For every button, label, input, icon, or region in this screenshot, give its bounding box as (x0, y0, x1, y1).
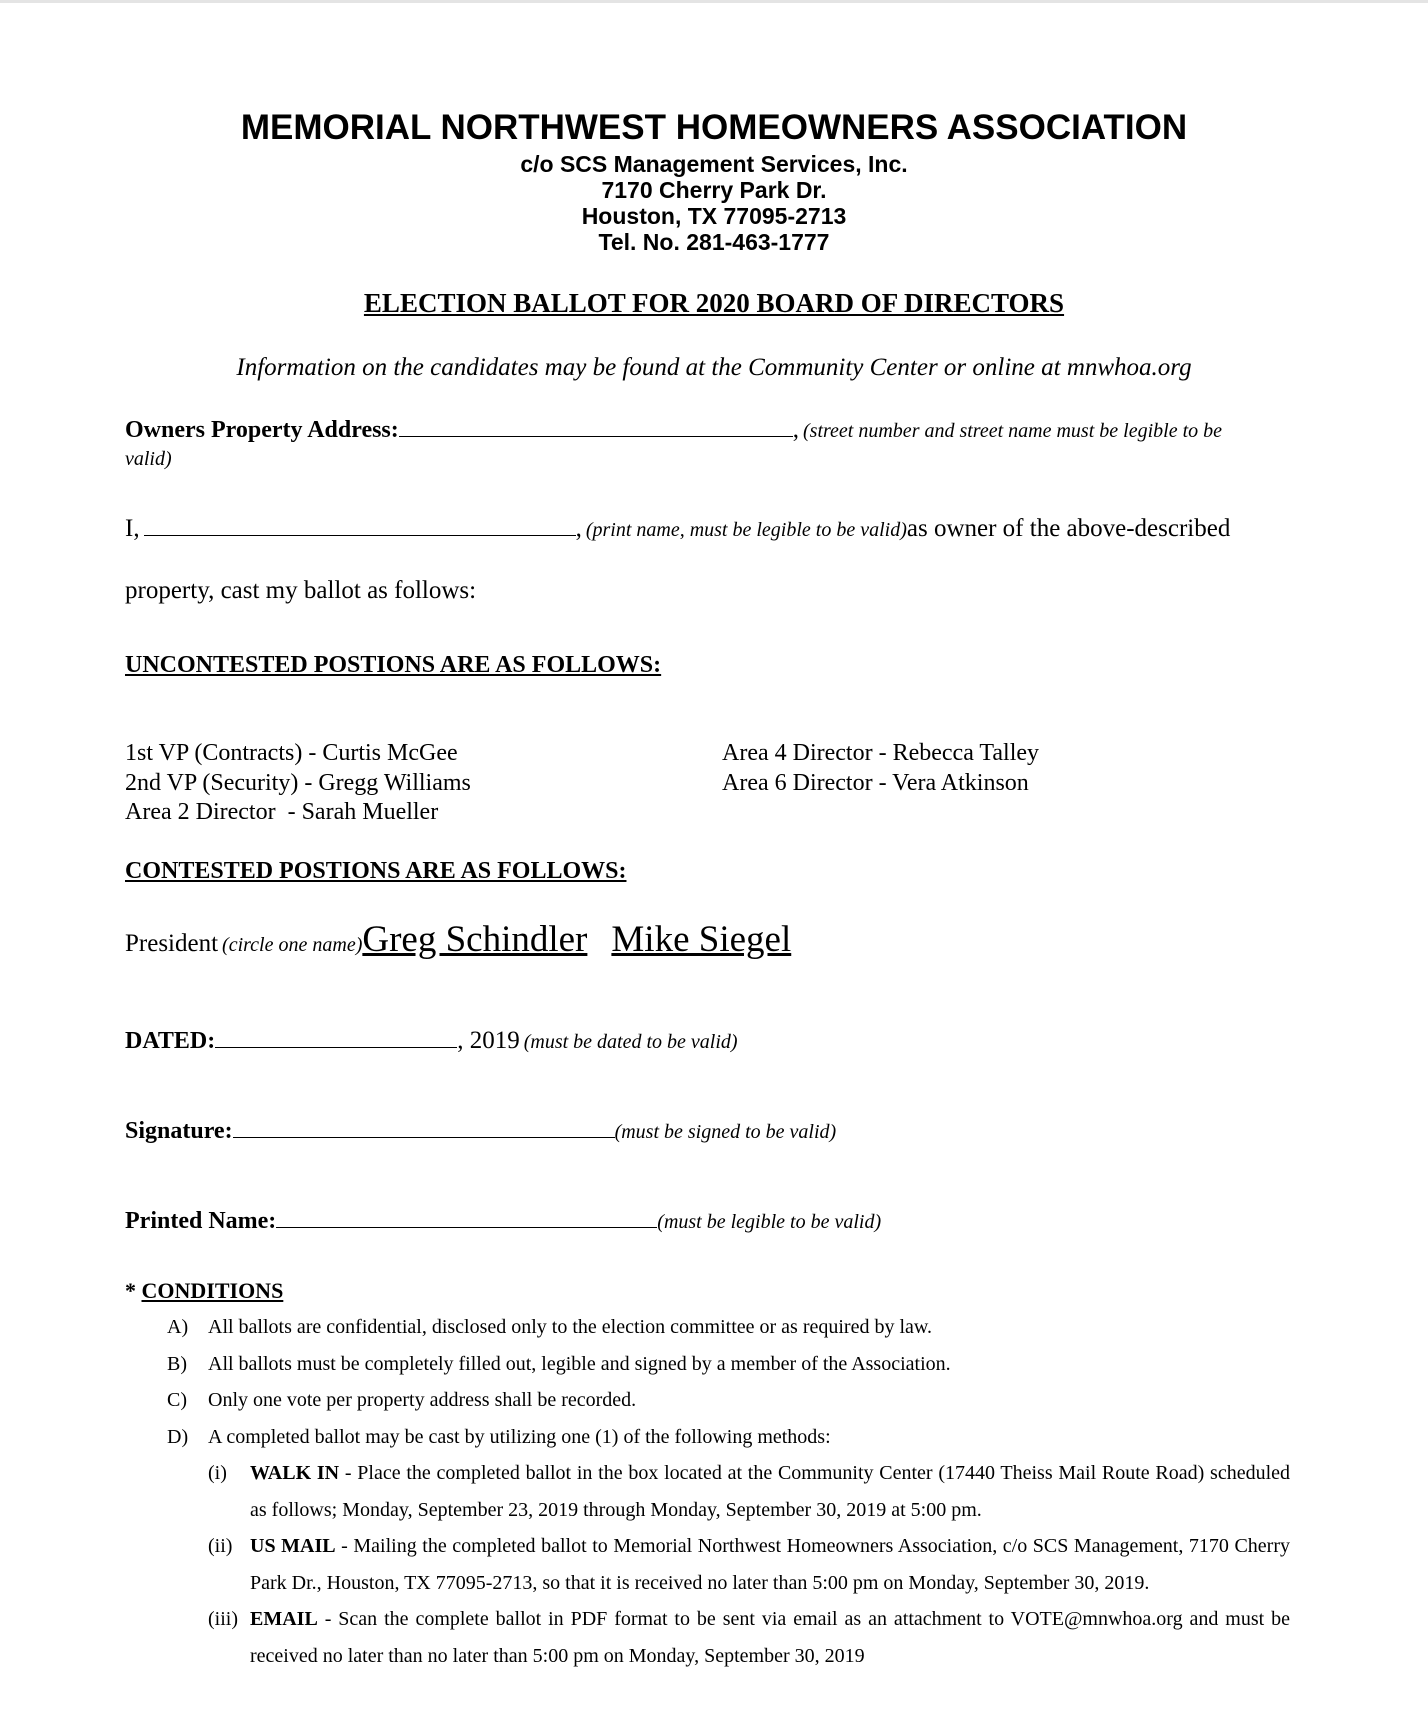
printed-name-field[interactable] (276, 1227, 657, 1228)
president-label: President (125, 930, 219, 957)
property-address-field[interactable] (399, 436, 793, 437)
printed-name-row (125, 1208, 881, 1235)
owner-statement-line2: property, cast my ballot as follows: (125, 577, 477, 604)
org-name: MEMORIAL NORTHWEST HOMEOWNERS ASSOCIATION (240, 108, 1188, 147)
uncontested-position: Area 6 Director - Vera Atkinson (722, 769, 1029, 796)
page-top-border (0, 0, 1428, 3)
uncontested-position: Area 2 Director - Sarah Mueller (125, 799, 439, 825)
signature-note: (must be signed to be valid) (614, 1121, 837, 1143)
uncontested-heading: UNCONTESTED POSTIONS ARE AS FOLLOWS: (125, 652, 662, 678)
owner-statement-suffix: as owner of the above-described (906, 515, 1231, 542)
date-field[interactable] (215, 1047, 457, 1048)
method-us-mail: (ii) US MAIL - Mailing the completed ballot to Memorial Northwest Homeowners Association, c/o SCS Management, 7170 Cherry Park Dr., Houston, TX 77095-2713, so that it is received no later than 5:00 pm on Monday, September 30, 2019. (208, 1535, 1290, 1594)
printed-name-label: Printed Name: (125, 1208, 277, 1234)
candidate-greg-schindler[interactable]: Greg Schindler (362, 919, 588, 960)
condition-item: A) All ballots are confidential, disclosed only to the election committee or as required by law. (167, 1316, 933, 1338)
condition-item: C) Only one vote per property address shall be recorded. (167, 1389, 637, 1411)
condition-item: D) A completed ballot may be cast by utilizing one (1) of the following methods: (167, 1426, 831, 1448)
property-address-note-cont: valid) (125, 448, 172, 470)
ballot-title: ELECTION BALLOT FOR 2020 BOARD OF DIRECTORS (363, 288, 1065, 318)
circle-instruction: (circle one name) (222, 934, 363, 956)
uncontested-right-list (722, 739, 1039, 798)
president-row (125, 918, 791, 961)
dated-note: (must be dated to be valid) (523, 1031, 738, 1053)
address-line-2: 7170 Cherry Park Dr. (601, 177, 827, 203)
address-line-3: Houston, TX 77095-2713 (581, 203, 847, 229)
uncontested-left-list (125, 739, 471, 828)
method-walk-in: (i) WALK IN - Place the completed ballot in the box located at the Community Center (17440 Theiss Mail Route Road) scheduled as follows; Monday, September 23, 2019 through Monday, September 30, 2019 at 5:00 pm. (208, 1462, 1290, 1521)
dated-row: DATED: , 2019 (must be dated to be valid) (125, 1027, 738, 1054)
signature-label: Signature: (125, 1118, 233, 1144)
candidate-mike-siegel[interactable]: Mike Siegel (611, 919, 792, 960)
property-address-note: (street number and street name must be legible to be (803, 420, 1222, 442)
owner-name-field[interactable] (144, 535, 576, 536)
dated-label: DATED: (125, 1028, 216, 1054)
owner-statement-row: I, , (print name, must be legible to be valid)as owner of the above-described (125, 515, 1231, 542)
conditions-heading: CONDITIONS (141, 1278, 284, 1303)
property-address-row: Owners Property Address: , (street number and street name must be legible to be (125, 416, 1222, 443)
signature-field[interactable] (233, 1137, 615, 1138)
uncontested-position: 2nd VP (Security) - Gregg Williams (125, 769, 471, 796)
conditions-heading-row: * CONDITIONS (125, 1278, 284, 1303)
contested-heading: CONTESTED POSTIONS ARE AS FOLLOWS: (125, 858, 627, 884)
address-line-1: c/o SCS Management Services, Inc. (520, 151, 908, 177)
signature-row (125, 1118, 836, 1145)
info-line: Information on the candidates may be found at the Community Center or online at mnwhoa.org (236, 354, 1192, 381)
condition-item: B) All ballots must be completely filled out, legible and signed by a member of the Association. (167, 1353, 951, 1375)
owner-name-note: (print name, must be legible to be valid) (585, 519, 907, 541)
printed-name-note: (must be legible to be valid) (657, 1211, 882, 1233)
phone-line: Tel. No. 281-463-1777 (598, 229, 830, 255)
property-address-label: Owners Property Address: (125, 417, 399, 443)
uncontested-position: Area 4 Director - Rebecca Talley (722, 740, 1040, 766)
uncontested-position: 1st VP (Contracts) - Curtis McGee (125, 740, 458, 766)
method-email: (iii) EMAIL - Scan the complete ballot in PDF format to be sent via email as an attachment to VOTE@mnwhoa.org and must be received no later than no later than 5:00 pm on Monday, September 30, 2019 (208, 1608, 1290, 1667)
